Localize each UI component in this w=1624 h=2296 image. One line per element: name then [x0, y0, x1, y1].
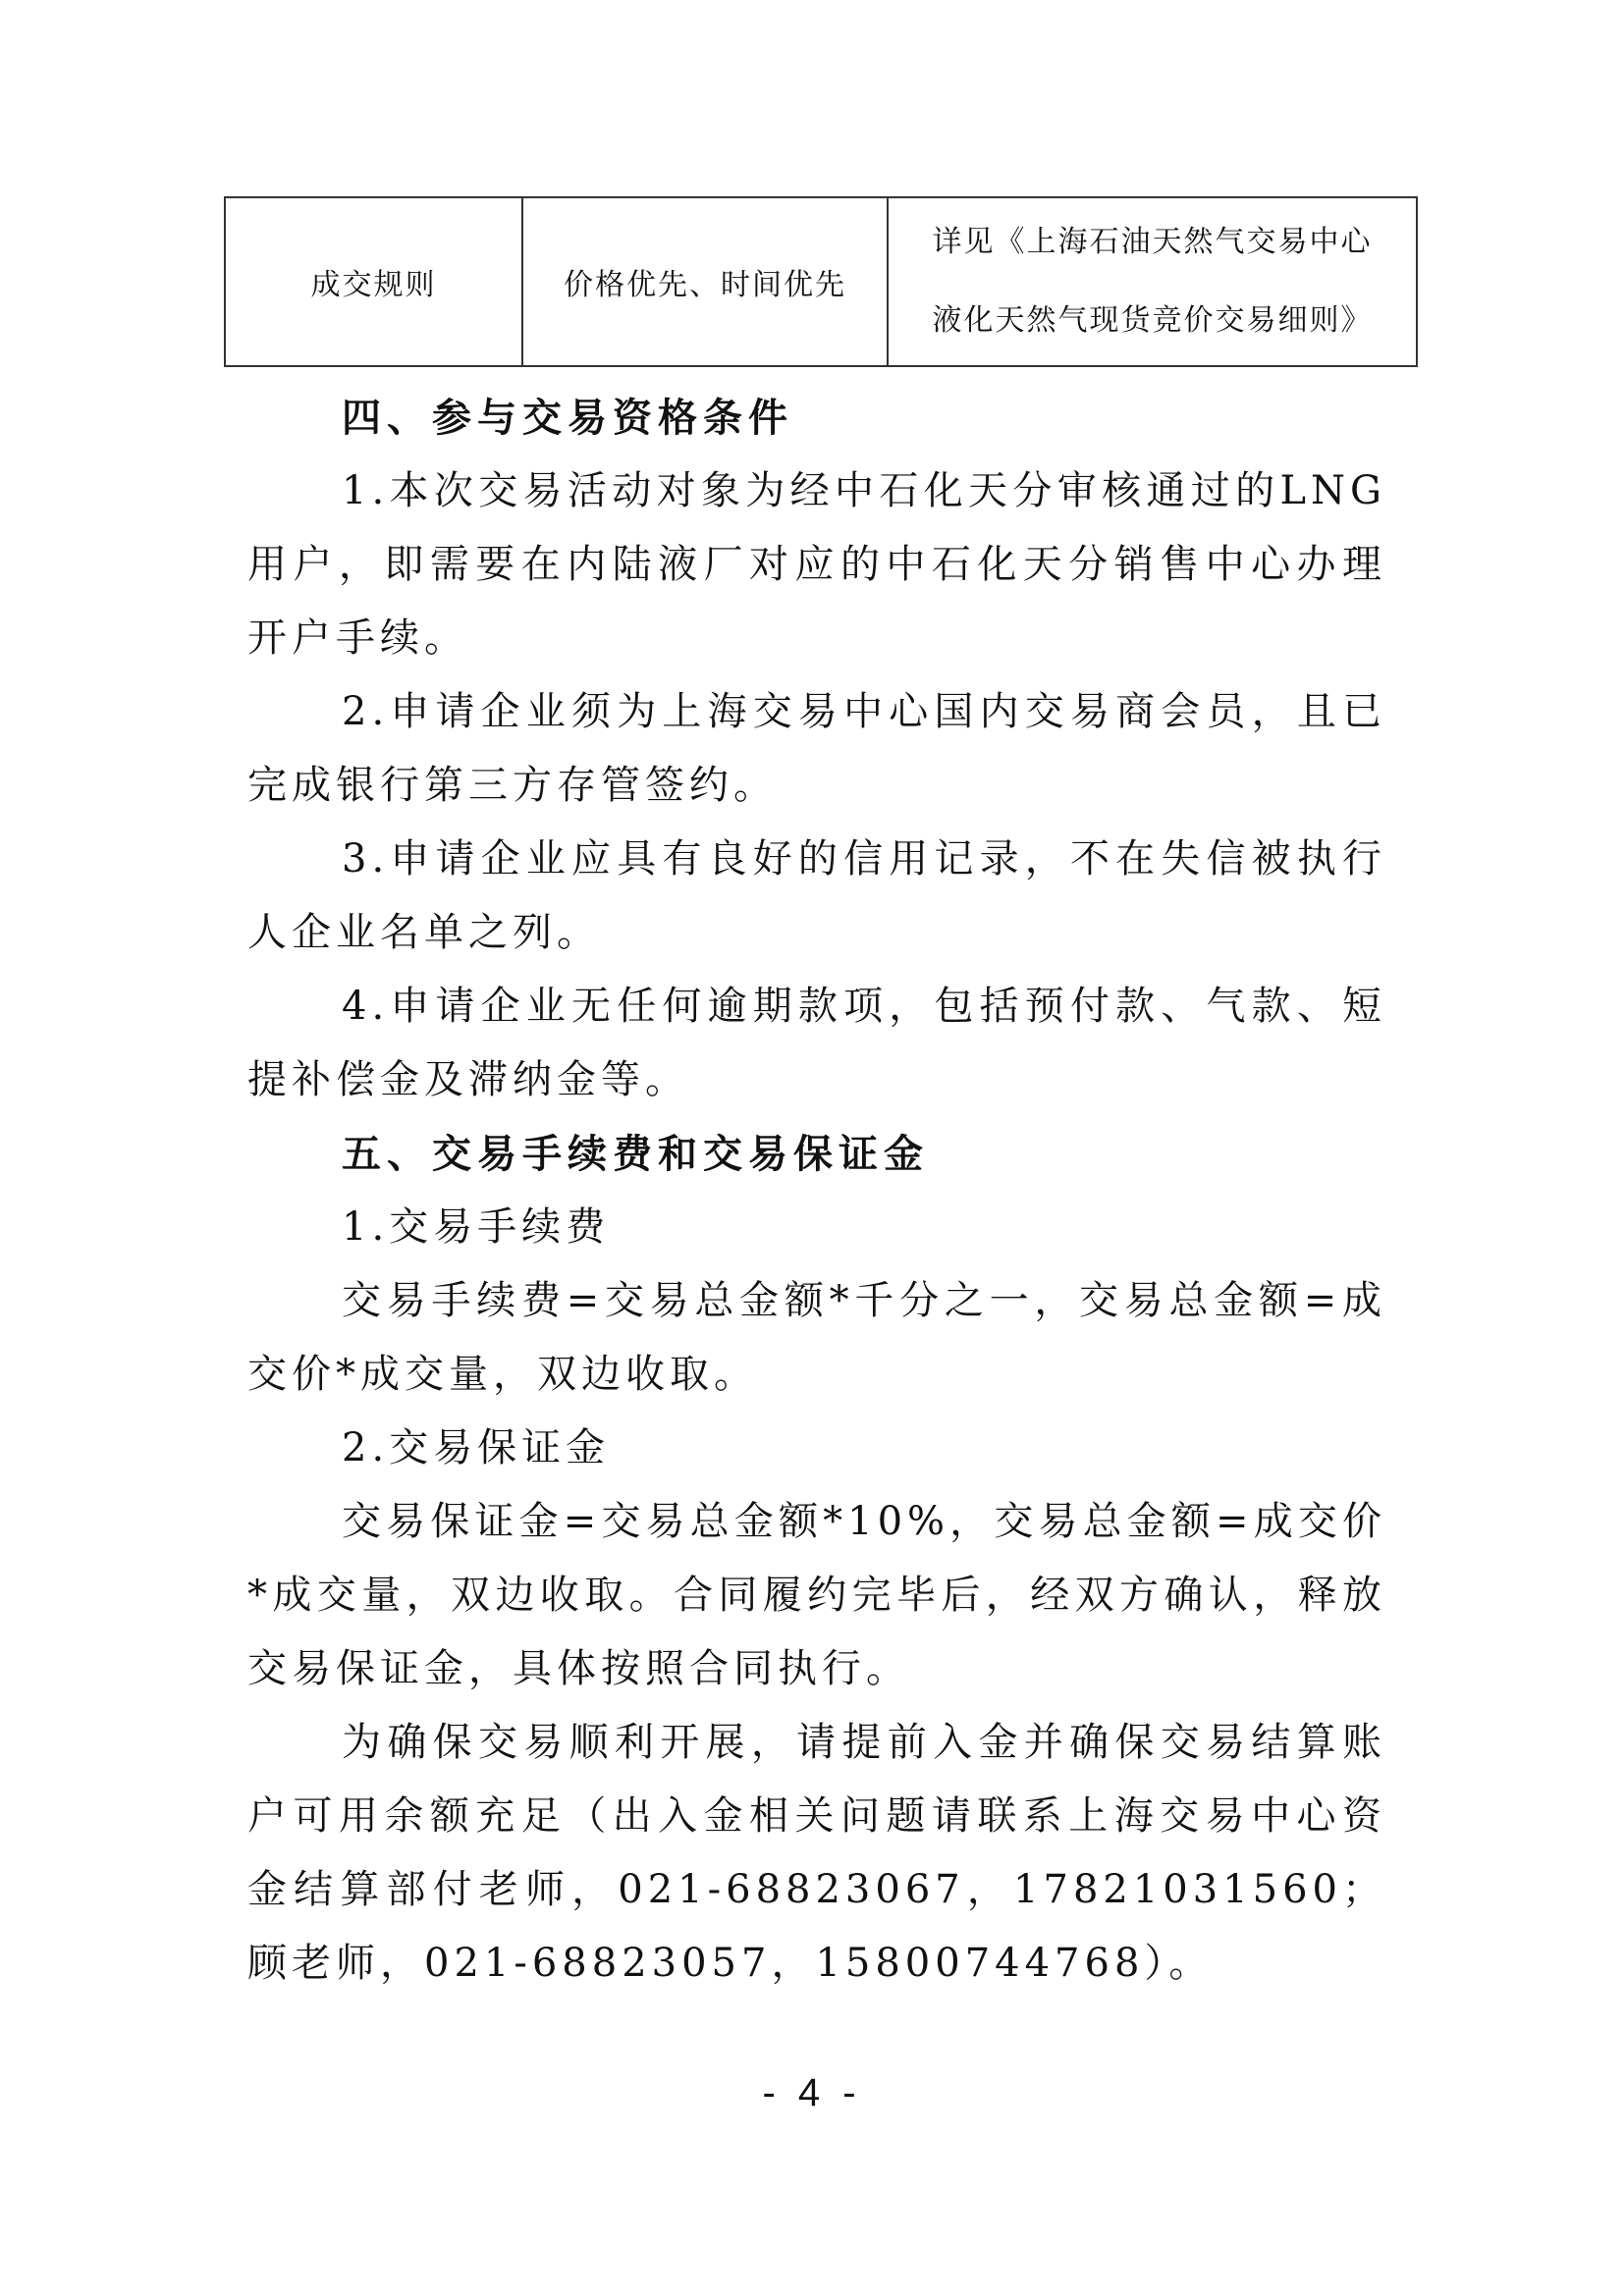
paragraph: 为确保交易顺利开展，请提前入金并确保交易结算账户可用余额充足（出入金相关问题请联系上海交易中心资金结算部付老师，021-68823067，17821031560；顾老师，021-68823057，15800744768）。 — [247, 1720, 1386, 1986]
table-note-line: 详见《上海石油天然气交易中心 — [932, 225, 1373, 259]
paragraph: 交易保证金=交易总金额*10%，交易总金额=成交价*成交量，双边收取。合同履约完毕后，经双方确认，释放交易保证金，具体按照合同执行。 — [247, 1499, 1386, 1691]
table-cell-note — [888, 197, 1417, 366]
paragraph: 3.申请企业应具有良好的信用记录，不在失信被执行人企业名单之列。 — [247, 836, 1386, 955]
paragraph: 交易手续费=交易总金额*千分之一，交易总金额=成交价*成交量，双边收取。 — [247, 1278, 1386, 1397]
sub-heading: 1.交易手续费 — [342, 1204, 611, 1250]
paragraph: 2.申请企业须为上海交易中心国内交易商会员，且已完成银行第三方存管签约。 — [247, 689, 1386, 808]
paragraph: 1.本次交易活动对象为经中石化天分审核通过的LNG用户，即需要在内陆液厂对应的中石化天分销售中心办理开户手续。 — [247, 468, 1386, 661]
page-number: - 4 - — [762, 2071, 862, 2114]
sub-heading: 2.交易保证金 — [342, 1425, 611, 1470]
table-cell-rule: 价格优先、时间优先 — [522, 197, 888, 366]
table-cell-label: 成交规则 — [225, 197, 522, 366]
document-body — [247, 381, 1386, 2001]
section-heading: 五、交易手续费和交易保证金 — [342, 1131, 929, 1177]
table-row — [225, 197, 1417, 366]
paragraph: 4.申请企业无任何逾期款项，包括预付款、气款、短提补偿金及滞纳金等。 — [247, 984, 1386, 1102]
trading-rule-table — [224, 196, 1418, 367]
table-note-line: 液化天然气现货竞价交易细则》 — [932, 303, 1373, 338]
section-heading: 四、参与交易资格条件 — [342, 395, 793, 441]
